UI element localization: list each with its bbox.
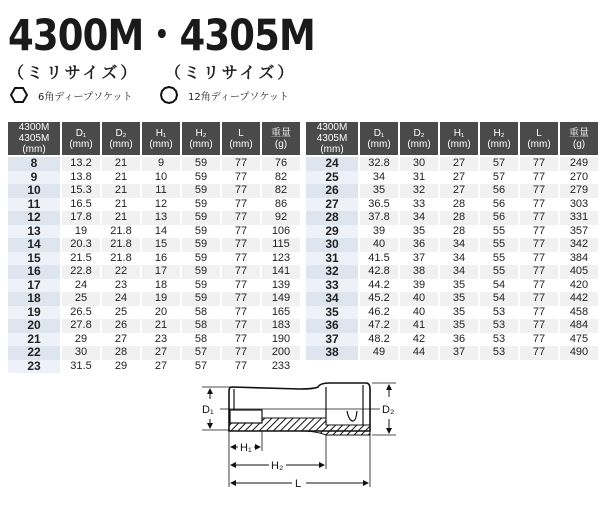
label-h2: H₂ — [271, 460, 284, 472]
cell-l: 77 — [222, 333, 260, 347]
cell-size: 12 — [8, 211, 60, 225]
cell-weight: 490 — [560, 346, 598, 360]
table-row — [8, 211, 300, 225]
cell-d1: 24 — [62, 279, 100, 293]
cell-d2: 21 — [102, 211, 140, 225]
label-d1: D₁ — [202, 404, 214, 416]
cell-h2: 59 — [182, 171, 220, 185]
table-row — [306, 157, 598, 171]
cell-d1: 35 — [360, 184, 398, 198]
cell-l: 77 — [222, 211, 260, 225]
cell-size: 23 — [8, 360, 60, 374]
cell-h1: 19 — [142, 292, 180, 306]
cell-d1: 34 — [360, 171, 398, 185]
cell-d2: 21 — [102, 171, 140, 185]
col-header-d1: D₁ (mm) — [62, 122, 100, 157]
table-row — [8, 238, 300, 252]
cell-weight: 249 — [560, 157, 598, 171]
cell-h2: 54 — [480, 292, 518, 306]
table-row — [306, 252, 598, 266]
cell-h2: 59 — [182, 198, 220, 212]
cell-d1: 37.8 — [360, 211, 398, 225]
cell-weight: 420 — [560, 279, 598, 293]
cell-h1: 34 — [440, 265, 478, 279]
cell-h2: 56 — [480, 184, 518, 198]
table-row — [8, 292, 300, 306]
table-row — [8, 225, 300, 239]
cell-size: 32 — [306, 265, 358, 279]
col-header-d2: D₂ (mm) — [102, 122, 140, 157]
cell-d2: 44 — [400, 346, 438, 360]
cell-l: 77 — [222, 265, 260, 279]
cell-h1: 18 — [142, 279, 180, 293]
table-row — [8, 157, 300, 171]
cell-l: 77 — [520, 238, 558, 252]
cell-size: 31 — [306, 252, 358, 266]
cell-weight: 442 — [560, 292, 598, 306]
cell-weight: 76 — [262, 157, 300, 171]
cell-l: 77 — [520, 198, 558, 212]
cell-h2: 55 — [480, 225, 518, 239]
cell-h1: 9 — [142, 157, 180, 171]
cell-h2: 53 — [480, 306, 518, 320]
cell-l: 77 — [520, 279, 558, 293]
cell-h2: 58 — [182, 319, 220, 333]
cell-d2: 39 — [400, 279, 438, 293]
table-row — [8, 306, 300, 320]
cell-h2: 58 — [182, 333, 220, 347]
cell-h2: 54 — [480, 279, 518, 293]
product-title: 4300M・4305M — [8, 11, 315, 61]
cell-h1: 35 — [440, 319, 478, 333]
cell-d2: 21.8 — [102, 238, 140, 252]
cell-h1: 27 — [440, 184, 478, 198]
cell-size: 17 — [8, 279, 60, 293]
table-row — [8, 171, 300, 185]
cell-weight: 357 — [560, 225, 598, 239]
cell-l: 77 — [520, 211, 558, 225]
cell-weight: 342 — [560, 238, 598, 252]
cell-h1: 21 — [142, 319, 180, 333]
cell-d1: 36.5 — [360, 198, 398, 212]
table-row — [8, 184, 300, 198]
table-row — [306, 265, 598, 279]
col-header-h2: H₂ (mm) — [182, 122, 220, 157]
table-row — [306, 171, 598, 185]
cell-d2: 32 — [400, 184, 438, 198]
cell-h2: 59 — [182, 292, 220, 306]
socket-dimension-diagram — [180, 375, 420, 500]
cell-size: 34 — [306, 292, 358, 306]
cell-weight: 475 — [560, 333, 598, 347]
cell-d1: 16.5 — [62, 198, 100, 212]
col-header-l: L (mm) — [520, 122, 558, 157]
label-d2: D₂ — [382, 404, 395, 416]
cell-size: 21 — [8, 333, 60, 347]
cell-weight: 115 — [262, 238, 300, 252]
cell-h2: 57 — [182, 346, 220, 360]
cell-h2: 53 — [480, 333, 518, 347]
table-header-row — [306, 122, 598, 157]
legend-hex — [10, 86, 132, 104]
table-row — [8, 252, 300, 266]
cell-h1: 27 — [142, 360, 180, 374]
col-header-l: L (mm) — [222, 122, 260, 157]
legend-dodecagon — [160, 86, 289, 104]
cell-l: 77 — [520, 292, 558, 306]
label-h1: H₁ — [240, 442, 252, 454]
cell-d2: 21.8 — [102, 252, 140, 266]
cell-h1: 35 — [440, 279, 478, 293]
cell-h2: 57 — [182, 360, 220, 374]
cell-h1: 17 — [142, 265, 180, 279]
dodecagon-icon — [160, 86, 178, 104]
cell-d2: 41 — [400, 319, 438, 333]
cell-d1: 21.5 — [62, 252, 100, 266]
cell-d1: 46.2 — [360, 306, 398, 320]
cell-size: 36 — [306, 319, 358, 333]
cell-h1: 14 — [142, 225, 180, 239]
cell-h2: 53 — [480, 346, 518, 360]
cell-weight: 190 — [262, 333, 300, 347]
cell-h2: 59 — [182, 211, 220, 225]
cell-h1: 27 — [440, 171, 478, 185]
table-row — [8, 279, 300, 293]
cell-l: 77 — [520, 333, 558, 347]
cell-h2: 55 — [480, 265, 518, 279]
cell-d1: 15.3 — [62, 184, 100, 198]
cell-d1: 30 — [62, 346, 100, 360]
cell-h2: 53 — [480, 319, 518, 333]
cell-size: 26 — [306, 184, 358, 198]
cell-h2: 56 — [480, 211, 518, 225]
cell-h1: 12 — [142, 198, 180, 212]
cell-d2: 33 — [400, 198, 438, 212]
cell-l: 77 — [520, 171, 558, 185]
cell-d2: 21 — [102, 184, 140, 198]
cell-d2: 26 — [102, 319, 140, 333]
spec-table-left — [6, 122, 302, 373]
cell-d1: 42.8 — [360, 265, 398, 279]
col-header-h1: H₁ (mm) — [440, 122, 478, 157]
table-body-left — [8, 157, 300, 373]
table-row — [306, 279, 598, 293]
cell-l: 77 — [222, 171, 260, 185]
cell-d2: 28 — [102, 346, 140, 360]
cell-h1: 13 — [142, 211, 180, 225]
cell-l: 77 — [222, 319, 260, 333]
cell-d2: 31 — [400, 171, 438, 185]
table-row — [306, 198, 598, 212]
cell-l: 77 — [222, 184, 260, 198]
cell-d1: 17.8 — [62, 211, 100, 225]
cell-h1: 34 — [440, 252, 478, 266]
cell-d2: 35 — [400, 225, 438, 239]
col-header-weight: 重量 (g) — [560, 122, 598, 157]
cell-h1: 34 — [440, 238, 478, 252]
cell-h1: 35 — [440, 292, 478, 306]
cell-size: 20 — [8, 319, 60, 333]
cell-h2: 55 — [480, 238, 518, 252]
cell-d1: 22.8 — [62, 265, 100, 279]
cell-d2: 36 — [400, 238, 438, 252]
cell-h2: 55 — [480, 252, 518, 266]
cell-size: 9 — [8, 171, 60, 185]
cell-size: 37 — [306, 333, 358, 347]
cell-size: 27 — [306, 198, 358, 212]
cell-d1: 47.2 — [360, 319, 398, 333]
cell-h1: 23 — [142, 333, 180, 347]
cell-h2: 59 — [182, 279, 220, 293]
table-row — [306, 184, 598, 198]
cell-l: 77 — [520, 319, 558, 333]
cell-h2: 59 — [182, 184, 220, 198]
cell-d1: 25 — [62, 292, 100, 306]
cell-weight: 270 — [560, 171, 598, 185]
cell-l: 77 — [520, 157, 558, 171]
table-row — [306, 319, 598, 333]
table-row — [306, 238, 598, 252]
legend-label-dodecagon: 12角ディープソケット — [188, 91, 289, 103]
cell-h1: 10 — [142, 171, 180, 185]
cell-size: 38 — [306, 346, 358, 360]
cell-d1: 27.8 — [62, 319, 100, 333]
cell-size: 18 — [8, 292, 60, 306]
cell-d2: 21 — [102, 198, 140, 212]
cell-l: 77 — [222, 225, 260, 239]
cell-h1: 16 — [142, 252, 180, 266]
cell-l: 77 — [222, 279, 260, 293]
cell-size: 35 — [306, 306, 358, 320]
cell-d1: 40 — [360, 238, 398, 252]
cell-size: 25 — [306, 171, 358, 185]
cell-h1: 37 — [440, 346, 478, 360]
cell-size: 13 — [8, 225, 60, 239]
cell-h1: 20 — [142, 306, 180, 320]
cell-weight: 484 — [560, 319, 598, 333]
table-row — [8, 198, 300, 212]
table-row — [8, 265, 300, 279]
cell-l: 77 — [520, 346, 558, 360]
cell-d1: 29 — [62, 333, 100, 347]
cell-size: 22 — [8, 346, 60, 360]
table-row — [306, 292, 598, 306]
cell-h1: 11 — [142, 184, 180, 198]
cell-d1: 44.2 — [360, 279, 398, 293]
col-header-d1: D₁ (mm) — [360, 122, 398, 157]
cell-h1: 15 — [142, 238, 180, 252]
table-body-right — [306, 157, 598, 360]
cell-weight: 139 — [262, 279, 300, 293]
hexagon-icon — [10, 86, 28, 104]
cell-weight: 183 — [262, 319, 300, 333]
table-row — [306, 346, 598, 360]
table-header-row — [8, 122, 300, 157]
col-header-size: 4300M 4305M (mm) — [8, 122, 60, 157]
cell-h2: 58 — [182, 306, 220, 320]
cell-l: 77 — [222, 157, 260, 171]
cell-d1: 41.5 — [360, 252, 398, 266]
spec-table-right — [304, 122, 600, 360]
cell-l: 77 — [222, 252, 260, 266]
legend-label-hex: 6角ディープソケット — [38, 91, 133, 103]
cell-d1: 31.5 — [62, 360, 100, 374]
cell-d2: 24 — [102, 292, 140, 306]
cell-d2: 37 — [400, 252, 438, 266]
cell-size: 29 — [306, 225, 358, 239]
cell-weight: 279 — [560, 184, 598, 198]
cell-weight: 331 — [560, 211, 598, 225]
cell-d2: 30 — [400, 157, 438, 171]
cell-d1: 20.3 — [62, 238, 100, 252]
cell-size: 24 — [306, 157, 358, 171]
table-row — [8, 333, 300, 347]
cell-size: 30 — [306, 238, 358, 252]
cell-size: 14 — [8, 238, 60, 252]
cell-size: 33 — [306, 279, 358, 293]
cell-d2: 40 — [400, 292, 438, 306]
cell-l: 77 — [222, 360, 260, 374]
cell-weight: 405 — [560, 265, 598, 279]
cell-d1: 32.8 — [360, 157, 398, 171]
col-header-h1: H₁ (mm) — [142, 122, 180, 157]
cell-h1: 28 — [440, 198, 478, 212]
cell-d1: 49 — [360, 346, 398, 360]
cell-size: 10 — [8, 184, 60, 198]
cell-d2: 38 — [400, 265, 438, 279]
cell-weight: 92 — [262, 211, 300, 225]
table-row — [8, 346, 300, 360]
table-row — [306, 333, 598, 347]
cell-d1: 13.2 — [62, 157, 100, 171]
cell-h2: 59 — [182, 238, 220, 252]
cell-d1: 48.2 — [360, 333, 398, 347]
cell-h2: 56 — [480, 198, 518, 212]
cell-d1: 26.5 — [62, 306, 100, 320]
cell-weight: 149 — [262, 292, 300, 306]
cell-weight: 86 — [262, 198, 300, 212]
cell-weight: 82 — [262, 171, 300, 185]
cell-d1: 19 — [62, 225, 100, 239]
cell-l: 77 — [222, 198, 260, 212]
cell-weight: 165 — [262, 306, 300, 320]
cell-d1: 13.8 — [62, 171, 100, 185]
cell-h1: 27 — [142, 346, 180, 360]
cell-weight: 200 — [262, 346, 300, 360]
subtitle-left: （ミリサイズ） — [8, 63, 140, 82]
cell-d2: 22 — [102, 265, 140, 279]
cell-l: 77 — [222, 238, 260, 252]
table-row — [306, 211, 598, 225]
cell-h1: 36 — [440, 333, 478, 347]
cell-size: 28 — [306, 211, 358, 225]
cell-d2: 34 — [400, 211, 438, 225]
cell-h2: 57 — [480, 157, 518, 171]
cell-size: 8 — [8, 157, 60, 171]
cell-size: 19 — [8, 306, 60, 320]
cell-l: 77 — [222, 306, 260, 320]
cell-weight: 303 — [560, 198, 598, 212]
cell-size: 11 — [8, 198, 60, 212]
cell-l: 77 — [222, 346, 260, 360]
cell-l: 77 — [520, 306, 558, 320]
cell-weight: 384 — [560, 252, 598, 266]
cell-d2: 25 — [102, 306, 140, 320]
cell-h2: 57 — [480, 171, 518, 185]
cell-weight: 458 — [560, 306, 598, 320]
cell-weight: 233 — [262, 360, 300, 374]
col-header-size: 4300M 4305M (mm) — [306, 122, 358, 157]
cell-h1: 27 — [440, 157, 478, 171]
table-row — [306, 225, 598, 239]
cell-d1: 45.2 — [360, 292, 398, 306]
cell-d1: 39 — [360, 225, 398, 239]
cell-d2: 40 — [400, 306, 438, 320]
col-header-d2: D₂ (mm) — [400, 122, 438, 157]
cell-h2: 59 — [182, 265, 220, 279]
cell-l: 77 — [520, 265, 558, 279]
cell-d2: 21 — [102, 157, 140, 171]
cell-h2: 59 — [182, 252, 220, 266]
table-row — [306, 306, 598, 320]
cell-l: 77 — [520, 225, 558, 239]
cell-d2: 27 — [102, 333, 140, 347]
table-row — [8, 360, 300, 374]
subtitle-right: （ミリサイズ） — [165, 63, 297, 82]
cell-d2: 23 — [102, 279, 140, 293]
col-header-weight: 重量 (g) — [262, 122, 300, 157]
cell-weight: 123 — [262, 252, 300, 266]
cell-d2: 29 — [102, 360, 140, 374]
cell-d2: 21.8 — [102, 225, 140, 239]
cell-weight: 141 — [262, 265, 300, 279]
cell-l: 77 — [520, 252, 558, 266]
cell-l: 77 — [222, 292, 260, 306]
cell-h1: 35 — [440, 306, 478, 320]
cell-h1: 28 — [440, 211, 478, 225]
cell-h1: 28 — [440, 225, 478, 239]
cell-h2: 59 — [182, 157, 220, 171]
cell-size: 16 — [8, 265, 60, 279]
label-l: L — [295, 478, 302, 490]
cell-weight: 82 — [262, 184, 300, 198]
cell-d2: 42 — [400, 333, 438, 347]
cell-size: 15 — [8, 252, 60, 266]
cell-l: 77 — [520, 184, 558, 198]
table-row — [8, 319, 300, 333]
cell-weight: 106 — [262, 225, 300, 239]
cell-h2: 59 — [182, 225, 220, 239]
col-header-h2: H₂ (mm) — [480, 122, 518, 157]
